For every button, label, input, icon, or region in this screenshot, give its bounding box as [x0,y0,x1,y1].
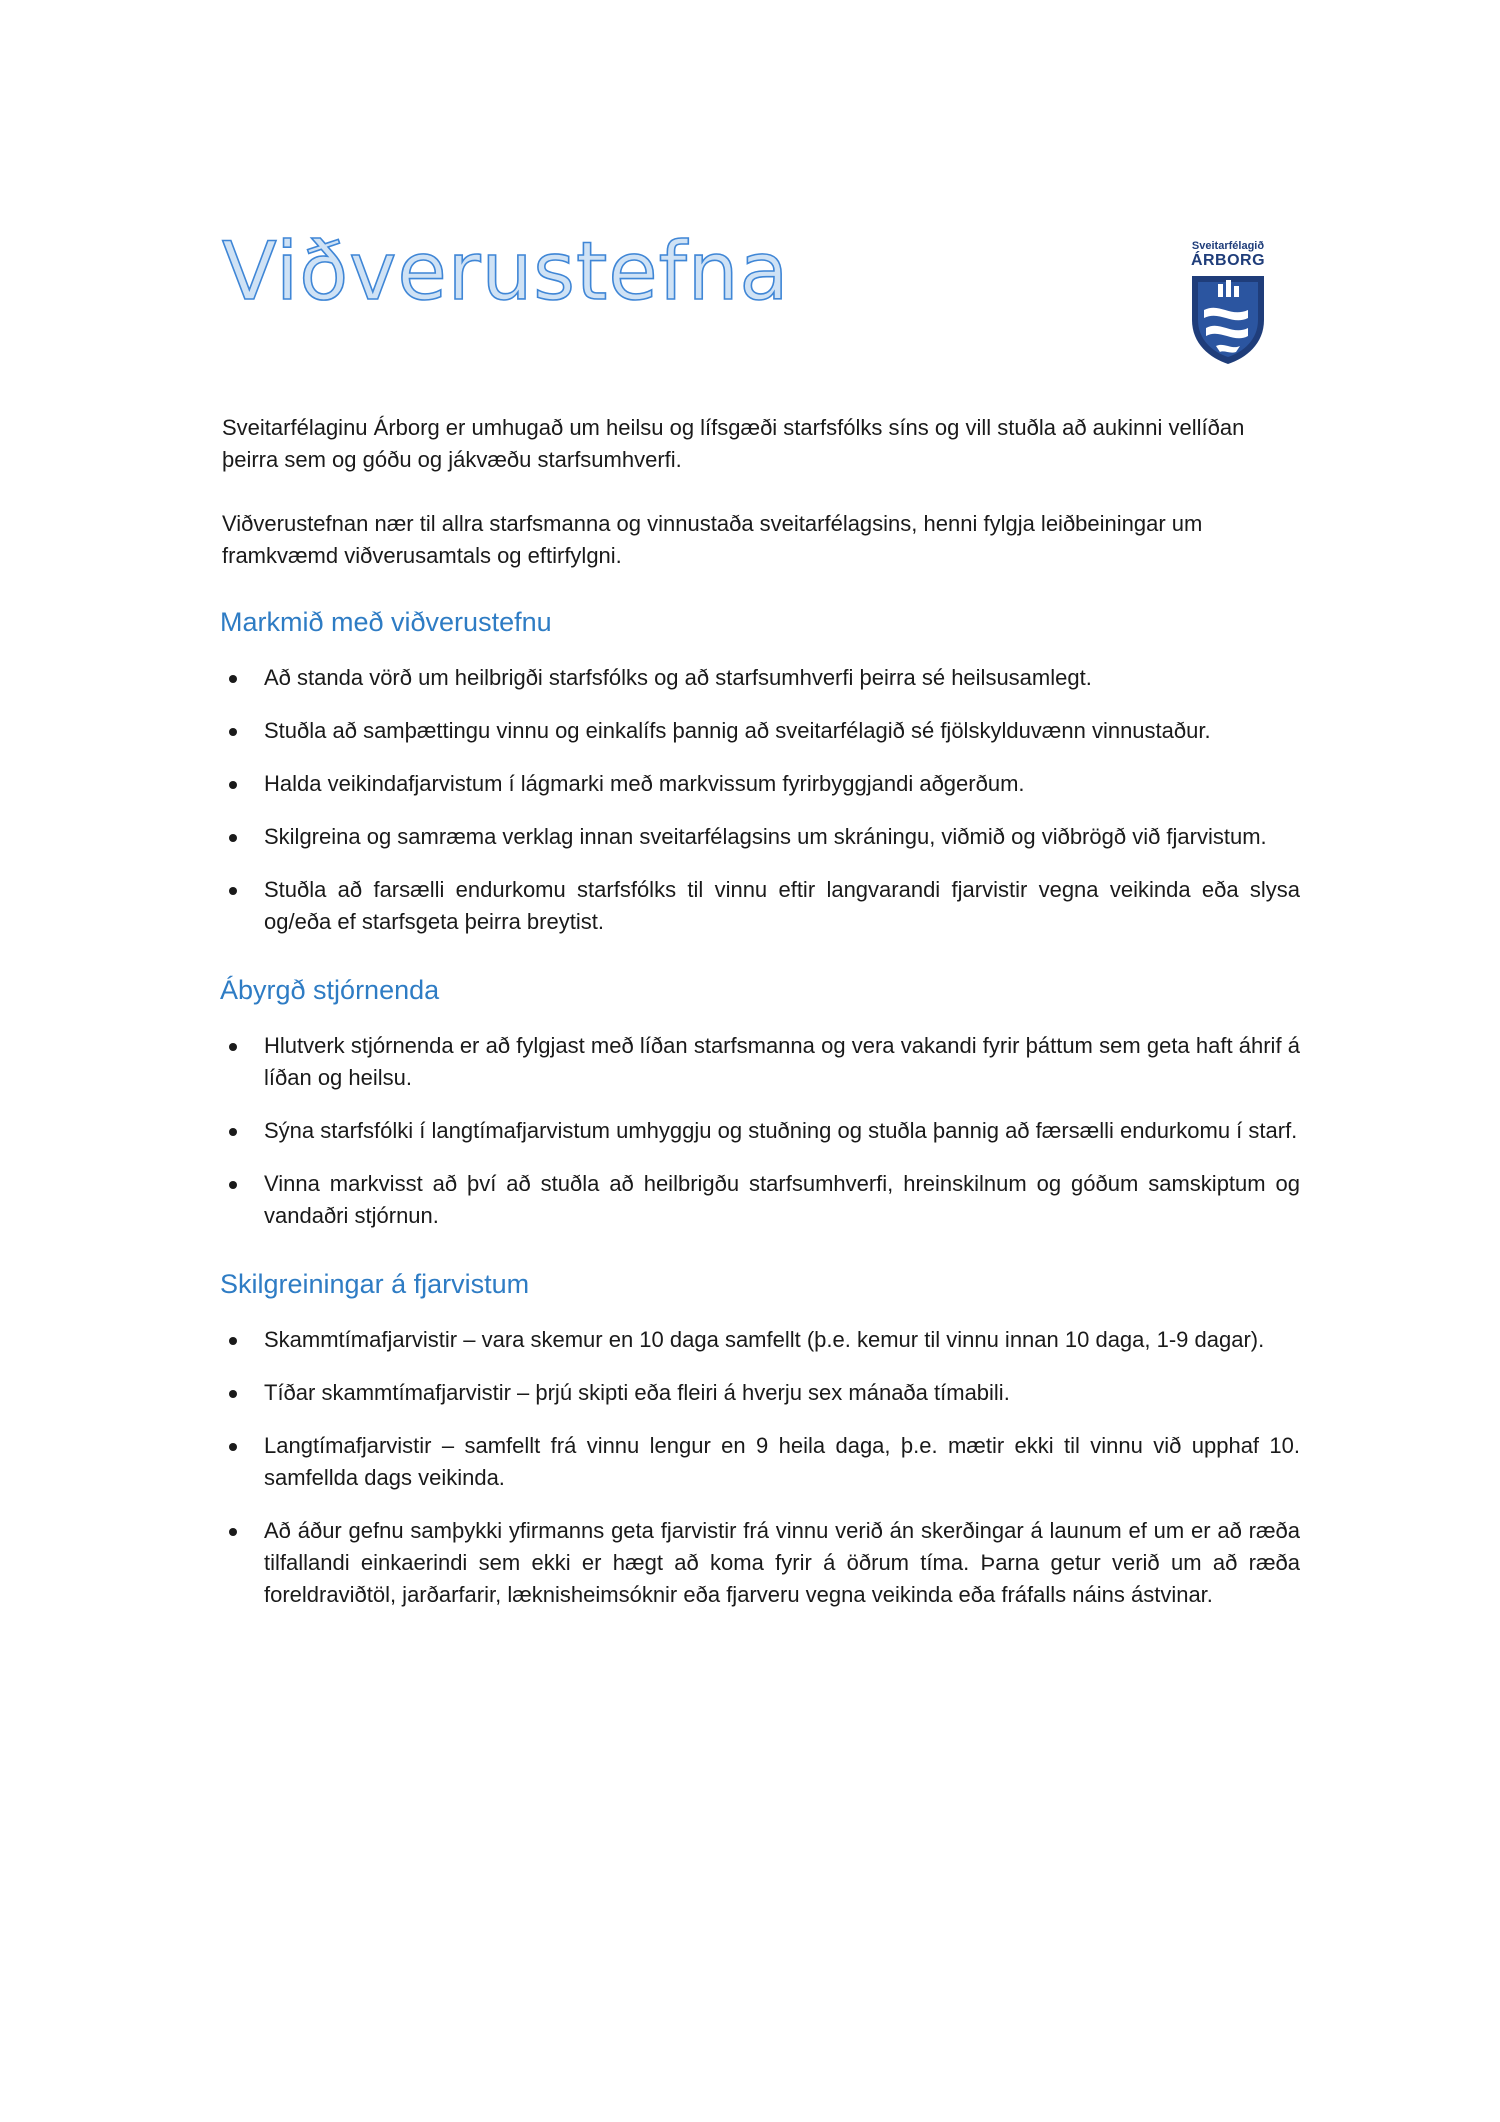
bullet-icon [229,675,237,683]
list-item [220,1430,1300,1494]
bullet-icon [229,1337,237,1345]
bullet-icon [229,1043,237,1051]
arborg-logo [1188,240,1268,366]
page-title: Viðverustefna [222,225,790,318]
intro-paragraph: Sveitarfélaginu Árborg er umhugað um heilsu og lífsgæði starfsfólks síns og vill stuðla að aukinni vellíðan þeirra sem og góðu og jákvæðu starfsumhverfi. [222,415,1245,472]
list-item-text: Skilgreina og samræma verklag innan sveitarfélagsins um skráningu, viðmið og viðbrögð við fjarvistum. [264,824,1267,849]
intro-paragraph: Viðverustefnan nær til allra starfsmanna og vinnustaða sveitarfélagsins, henni fylgja leiðbeiningar um framkvæmd viðverusamtals og eftirfylgni. [222,511,1203,568]
bullet-icon [229,1528,237,1536]
logo-name: ÁRBORG [1190,252,1266,270]
list-item [220,1324,1300,1356]
section-heading-definitions: Skilgreiningar á fjarvistum [220,1269,530,1299]
bullet-icon [229,1128,237,1136]
list-item-text: Að áður gefnu samþykki yfirmanns geta fjarvistir frá vinnu verið án skerðingar á launum ef um er að ræða tilfallandi einkaerindi sem ekki er hægt að koma fyrir á öðrum tíma. Þarna getur verið um að ræða foreldraviðtöl, jarðarfarir, læknisheimsóknir eða fjarveru vegna veikinda eða fráfalls náins ástvinar. [264,1518,1300,1607]
bullet-icon [229,834,237,842]
list-item-text: Halda veikindafjarvistum í lágmarki með markvissum fyrirbyggjandi aðgerðum. [264,771,1025,796]
list-item-text: Stuðla að farsælli endurkomu starfsfólks til vinnu eftir langvarandi fjarvistir vegna veikinda eða slysa og/eða ef starfsgeta þeirra breytist. [264,877,1300,934]
bullet-icon [229,887,237,895]
bullet-icon [229,1181,237,1189]
list-item [220,1030,1300,1094]
list-item [220,662,1300,694]
list-item [220,821,1300,853]
list-item [220,1168,1300,1232]
bullet-icon [229,728,237,736]
list-item-text: Vinna markvisst að því að stuðla að heilbrigðu starfsumhverfi, hreinskilnum og góðum samskiptum og vandaðri stjórnun. [264,1171,1300,1228]
list-item-text: Langtímafjarvistir – samfellt frá vinnu lengur en 9 heila daga, þ.e. mætir ekki til vinnu við upphaf 10. samfellda dags veikinda. [264,1433,1300,1490]
list-item-text: Skammtímafjarvistir – vara skemur en 10 daga samfellt (þ.e. kemur til vinnu innan 10 daga, 1-9 dagar). [264,1327,1265,1352]
logo-subtitle: Sveitarfélagið [1191,240,1265,252]
arborg-crest-icon [1190,274,1266,366]
section-heading-goals: Markmið með viðverustefnu [220,607,552,637]
list-item [220,768,1300,800]
list-item [220,1115,1300,1147]
list-item-text: Tíðar skammtímafjarvistir – þrjú skipti eða fleiri á hverju sex mánaða tímabili. [264,1380,1010,1405]
management-list [220,1030,1300,1232]
bullet-icon [229,1390,237,1398]
definitions-list [220,1324,1300,1611]
list-item-text: Stuðla að samþættingu vinnu og einkalífs þannig að sveitarfélagið sé fjölskylduvænn vinnustaður. [264,718,1211,743]
bullet-icon [229,781,237,789]
goals-list [220,662,1300,938]
section-heading-management: Ábyrgð stjórnenda [220,975,440,1005]
list-item [220,874,1300,938]
list-item [220,1515,1300,1611]
list-item [220,715,1300,747]
list-item-text: Hlutverk stjórnenda er að fylgjast með líðan starfsmanna og vera vakandi fyrir þáttum sem geta haft áhrif á líðan og heilsu. [264,1033,1300,1090]
list-item-text: Sýna starfsfólki í langtímafjarvistum umhyggju og stuðning og stuðla þannig að færsælli endurkomu í starf. [264,1118,1298,1143]
document-body [220,412,1300,1645]
list-item-text: Að standa vörð um heilbrigði starfsfólks og að starfsumhverfi þeirra sé heilsusamlegt. [264,665,1092,690]
list-item [220,1377,1300,1409]
bullet-icon [229,1443,237,1451]
